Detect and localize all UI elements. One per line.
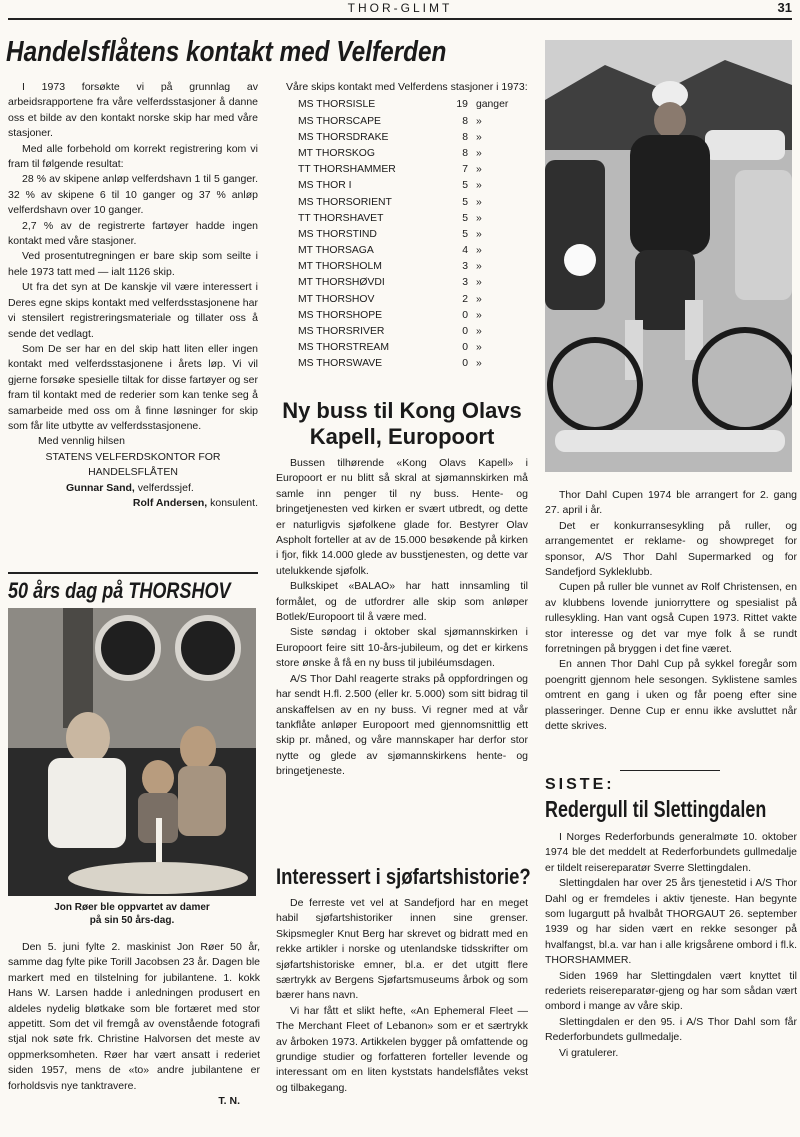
count-unit: » [475,293,482,305]
count-unit: » [475,196,482,208]
table-row [298,356,528,372]
article-headline-birthday: 50 års dag på THORSHOV [8,578,231,603]
count-unit: » [475,245,482,257]
table-row [298,243,528,259]
paragraph: Ved prosentutregningen er bare skip som seilte i hele 1973 tatt med — ialt 1126 skip. [8,250,258,278]
contact-count: 0 [462,358,468,370]
ship-name: MT THORSAGA [298,245,374,257]
contact-count: 19 [456,99,468,111]
ship-name: MS THORSISLE [298,99,376,111]
count-unit: » [475,326,482,338]
birthday-caption: Jon Røer ble oppvartet av damer på sin 50 års-dag. [54,902,210,926]
table-row [298,324,528,340]
article-bus-body: Bussen tilhørende «Kong Olavs Kapell» i Europoort er nu blitt så skral at sjømannskirken må samle inn penger til ny buss. Hente- og bringetjenesten ved kirken er svært utbredt, og dette er naturligvis sjøfolkene glade for. Bestyrer Olav Aspholt forteller at av de 15.000 besøkende på kirken i fjor, fikk 14.000 glede av busstjenesten, og dette var utelukkende sjøfolk. Bulkskipet «BALAO» har hatt innsamling til formålet, og de utfordrer alle skip som anløper Botlek/Europoort til å være med. Siste søndag i oktober skal sjømannskirken i Europoort feire sitt 10-års-jubileum, og det er kirkens store ønske å få en ny buss til jubiléumsdagen. A/S Thor Dahl reagerte straks på oppfordringen og har sendt H.fl. 2.500 (eller kr. 5.000) som sitt bidrag til anskaffelsen av en ny buss. Vi regner med at vår tankflåte anløper Europoort med gjennomsnittlig ett skip pr. måned, og våre mannskaper har derfor stor nytte og glede av sjømannskirkens hente- og bringetjeneste. [276,457,528,778]
signature-andersen: Rolf Andersen, konsulent. [132,496,258,509]
count-unit: » [475,164,482,176]
ship-name: MS THORSORIENT [298,196,392,208]
contact-count: 8 [462,131,468,143]
article-headline-bus: Ny buss til Kong Olavs Kapell, Europoort [282,398,522,449]
table-row [298,340,528,356]
late-news-kicker: SISTE: [545,776,615,793]
contact-count: 3 [462,277,468,289]
header-rule [8,18,792,20]
table-row [298,146,528,162]
contact-count: 5 [462,196,468,208]
contact-count: 0 [462,326,468,338]
count-unit: » [475,147,482,159]
ship-name: MT THORSHOV [298,293,375,305]
ship-name: TT THORSHAMMER [298,164,396,176]
count-unit: » [475,277,482,289]
paragraph: Som De ser har en del skip hatt liten eller ingen kontakt med velferdsstasjonene i årets løp. Vi vil gjerne forsøke spesielle tiltak for disse fartøyer og ser fram til kontakt med de rederier som kan tenke seg å samarbeide med oss om å finne løsninger for skip som får lite utbytte av velferdsstasjonene. [8,342,258,432]
count-unit: » [475,228,482,240]
organisation-line: STATENS VELFERDSKONTOR FOR [45,450,221,463]
ship-name: MT THORSKOG [298,147,375,159]
table-row [298,211,528,227]
organisation-line: HANDELSFLÅTEN [88,466,178,479]
birthday-photo-illustration [8,608,256,896]
ship-table [276,97,528,372]
count-unit: » [475,342,482,354]
table-row [298,114,528,130]
contact-count: 3 [462,261,468,273]
ship-name: MS THORSTREAM [298,342,390,354]
ship-contact-list [276,80,528,373]
ship-name: MT THORSHØVDI [298,277,385,289]
table-row [298,178,528,194]
count-unit: » [475,180,482,192]
paragraph: 2,7 % av de registrerte fartøyer hadde ingen kontakt med våre stasjoner. [8,219,258,248]
count-unit: » [475,358,482,370]
table-row [298,308,528,324]
section-rule [8,572,258,574]
count-unit: » [475,261,482,273]
magazine-title: THOR-GLIMT [347,1,453,15]
page-header [0,0,800,18]
contact-count: 5 [462,228,468,240]
page-number: 31 [777,0,792,15]
contact-count: 8 [462,115,468,127]
table-row [298,195,528,211]
count-unit: ganger [475,99,509,111]
birthday-photo [8,608,256,896]
paragraph: I 1973 forsøkte vi på grunnlag av arbeidsrapportene fra våre velferdsstasjoner å danne oss et bilde av den kontakt norske skip har med våre stasjoner. [8,81,258,140]
article-history-body: De ferreste vet vel at Sandefjord har en meget habil sjøfartshistoriker innen sine grenser. Skipsmegler Knut Berg har skrevet og bidratt med en rekke artikler i norske og utenlandske tidsskrifter om sjøfartshistoriske emner, bl.a. er det utgitt flere særtrykk av Bergens Sjøfartsmuseums årbok og som bærer hans navn. Vi har fått et slikt hefte, «An Ephemeral Fleet — The Merchant Fleet of Lebanon» som er et særtrykk av årboken 1973. Artikkelen bygger på omfattende og grundige studier og forfatteren forteller levende og interessant om en liten kyststats handelsflåtes vekst og tilbakegang. [276,897,528,1094]
ship-name: MS THORSTIND [298,228,377,240]
author-initials: T. N. [218,1095,240,1108]
list-intro: Våre skips kontakt med Velferdens stasjoner i 1973: [286,81,528,93]
signature-sand: Gunnar Sand, velferdssjef. [66,481,194,494]
table-row [298,162,528,178]
ship-name: MS THORSRIVER [298,326,385,338]
contact-count: 8 [462,147,468,159]
cycling-photo [545,40,792,472]
paragraph: Ut fra det syn at De kanskje vil være interessert i Deres egne skips kontakt med velferdsstasjonene har vi stensilert registreringsmateriale og tillater oss å sende det vedlagt. [8,281,258,340]
ship-name: MS THORSHOPE [298,309,383,321]
table-row [298,97,528,113]
article-headline-gold: Redergull til Slettingdalen [545,796,767,822]
article-gold-body: I Norges Rederforbunds generalmøte 10. oktober 1974 ble det meddelt at Rederforbundets gullmedalje er tildelt reisereparatør Sverre Slettingdalen. Slettingdalen har over 25 års tjenestetid i A/S Thor Dahl og er fremdeles i aktiv tjeneste. Han begynte som lugargutt på hvalbåt THORGAUT 26. september 1939 og har siden vært en rekke sesonger på hvalfangst, bl.a. var han i alle krigsårene ombord i fl.k. THORSHAMMER. Siden 1969 har Slettingdalen vært knyttet til rederiets reisereparatør-gjeng og har som sådan vært ombord i mange av våre skip. Slettingdalen er den 95. i A/S Thor Dahl som får Rederforbundets gullmedalje. Vi gratulerer. [545,831,797,1059]
contact-count: 0 [462,309,468,321]
contact-count: 0 [462,342,468,354]
paragraph: Med alle forbehold om korrekt registrering kom vi fram til følgende resultat: [8,142,258,171]
count-unit: » [475,115,482,127]
table-row [298,259,528,275]
table-row [298,292,528,308]
count-unit: » [475,309,482,321]
article-headline-welfare: Handelsflåtens kontakt med Velferden [6,36,447,68]
table-row [298,275,528,291]
article-headline-history: Interessert i sjøfartshistorie? [276,864,531,889]
ship-name: MS THORSCAPE [298,115,381,127]
ship-name: MS THORSWAVE [298,358,383,370]
contact-count: 2 [462,293,468,305]
contact-count: 4 [462,245,468,257]
table-row [298,227,528,243]
ship-name: MT THORSHOLM [298,261,382,273]
count-unit: » [475,212,482,224]
count-unit: » [475,131,482,143]
ship-name: MS THORSDRAKE [298,131,389,143]
contact-count: 5 [462,212,468,224]
article-birthday-body: Den 5. juni fylte 2. maskinist Jon Røer 50 år, samme dag fylte pike Torill Jacobsen 23 år. Dagen ble markert med en tilstelning for jubilantene. 1. kokk Hans W. Larsen hadde i anledningen produsert en aldeles nydelig bløtkake som ble fortæret med stor appetitt. Som det vil fremgå av ovenstående fotografi stjal nok søte frk. Christine Halvorsen det meste av oppmerksomheten. Røer har vært ansatt i rederiet siden 1957, mens de «to» andre jubilantene er forholdsvis nye tanktravere. T. N. [8,940,260,1109]
article-welfare-body [8,80,258,511]
cycling-photo-illustration [545,40,792,472]
contact-count: 5 [462,180,468,192]
article-cup-body: Thor Dahl Cupen 1974 ble arrangert for 2. gang 27. april i år. Det er konkurransesykling på ruller, og arrangementet er reklame- og showpreget for sponsor, A/S Thor Dahl Supermarked og for Sandefjord Sykleklubb. Cupen på ruller ble vunnet av Rolf Christensen, en av klubbens lovende juniorryttere og spesialist på rullesykling. Han vant også Cupen 1973. Rittet vakte stor interesse og det var mye folk å se rundt forretningen på bryggen i det fine været. En annen Thor Dahl Cup på sykkel foregår som poengritt gjennom hele sesongen. Syklistene samles omtrent en gang i uken og får poeng efter sine plasseringer. Denne Cup er ennu ikke avsluttet når dette skrives. [545,489,797,733]
ship-name: TT THORSHAVET [298,212,384,224]
table-row [298,130,528,146]
ship-name: MS THOR I [298,180,352,192]
paragraph: 28 % av skipene anløp velferdshavn 1 til 5 ganger. 32 % av skipene 6 til 10 ganger og 37 % anløp velferdshavn over 10 ganger. [8,173,258,217]
section-rule [620,770,720,771]
contact-count: 7 [462,164,468,176]
greeting: Med vennlig hilsen [38,435,125,448]
